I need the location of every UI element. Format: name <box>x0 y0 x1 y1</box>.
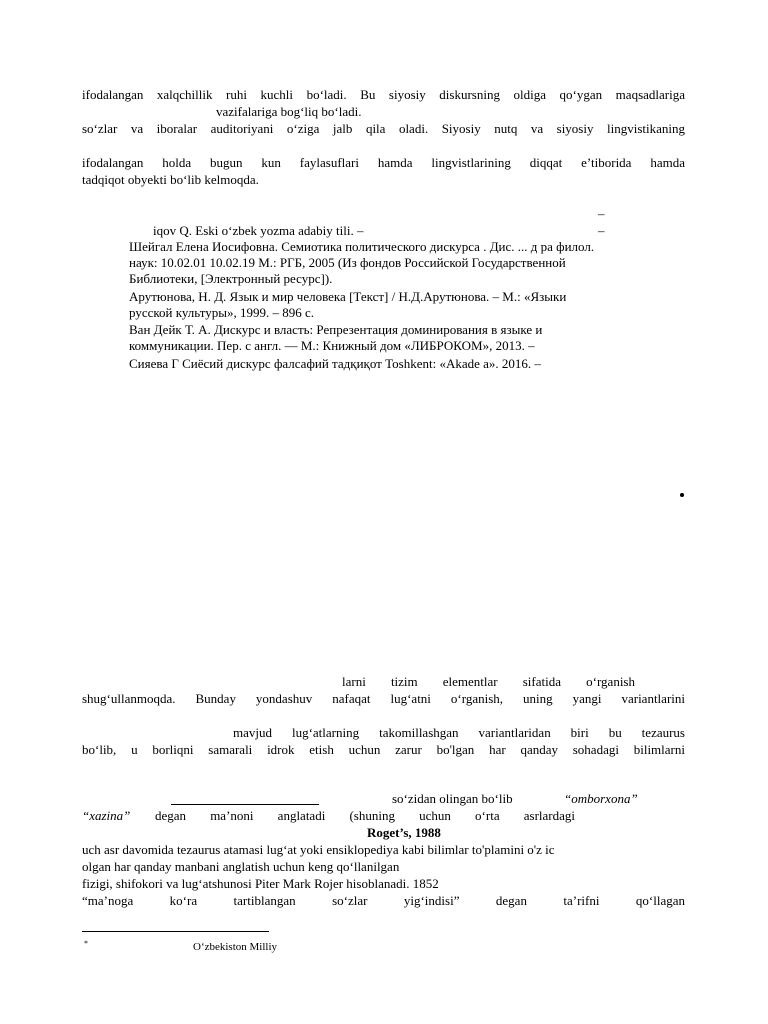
body-line: degan ma’noni anglatadi (shuning uchun o‘rta asrlardagi <box>155 808 575 823</box>
reference-4-line: Ван Дейк Т. А. Дискурс и власть: Репрезентация доминирования в языке и <box>129 322 543 337</box>
body-line: larni tizim elementlar sifatida o‘rganish <box>342 674 635 689</box>
reference-4-line: коммуникации. Пер. с англ. — М.: Книжный дом «ЛИБРОКОМ», 2013. – <box>129 338 535 353</box>
body-line: uch asr davomida tezaurus atamasi lug‘at yoki ensiklopediya kabi bilimlar to'plamini o'z ic <box>82 842 555 857</box>
reference-dash: – <box>598 206 605 221</box>
term-omborxona: “omborxona” <box>564 791 638 806</box>
body-line: fizigi, shifokori va lug‘atshunosi Piter Mark Rojer hisoblanadi. 1852 <box>82 876 439 891</box>
reference-2-line: Библиотеки, [Электронный ресурс]). <box>129 271 333 286</box>
body-line: mavjud lug‘atlarning takomillashgan variantlaridan biri bu tezaurus <box>233 725 685 740</box>
footnote-rule <box>82 931 269 932</box>
body-line: “ma’noga ko‘ra tartiblangan so‘zlar yig‘indisi” degan ta’rifni qo‘llagan <box>82 893 685 908</box>
footnote-marker: * <box>84 939 88 948</box>
body-line: olgan har qanday manbani anglatish uchun keng qo‘llanilgan <box>82 859 400 874</box>
body-line: bo‘lib, u borliqni samarali idrok etish uchun zarur bo'lgan har qanday sohadagi bilimlarni <box>82 742 685 757</box>
body-line: shug‘ullanmoqda. Bunday yondashuv nafaqat lug‘atni o‘rganish, uning yangi variantlarini <box>82 691 685 706</box>
citation-rogets: Roget’s, 1988 <box>367 825 441 840</box>
body-line: tadqiqot obyekti bo‘lib kelmoqda. <box>82 172 259 187</box>
reference-3-line: Арутюнова, Н. Д. Язык и мир человека [Текст] / Н.Д.Арутюнова. – М.: «Языки <box>129 289 567 304</box>
underline-rule <box>171 804 319 805</box>
reference-2-line: наук: 10.02.01 10.02.19 М.: РГБ, 2005 (Из фондов Российской Государственной <box>129 255 566 270</box>
reference-2-line: Шейгал Елена Иосифовна. Семиотика политического дискурса . Дис. ... д ра филол. <box>129 239 595 254</box>
reference-1: iqov Q. Eski o‘zbek yozma adabiy tili. – <box>153 223 364 238</box>
bullet-mark <box>680 493 684 497</box>
term-xazina: “xazina” <box>82 808 131 823</box>
body-line: ifodalangan xalqchillik ruhi kuchli bo‘ladi. Bu siyosiy diskursning oldiga qo‘ygan maqsadlariga <box>82 87 685 102</box>
footnote-text: O‘zbekiston Milliy <box>193 941 278 953</box>
body-line: so‘zlar va iboralar auditoriyani o‘ziga jalb qila oladi. Siyosiy nutq va siyosiy lingvistikaning <box>82 121 685 136</box>
reference-5: Сияева Г Сиёсий дискурс фалсафий тадқиқот Toshkent: «Akade a». 2016. – <box>129 356 541 371</box>
reference-3-line: русской культуры», 1999. – 896 с. <box>129 305 314 320</box>
body-line: vazifalariga bog‘liq bo‘ladi. <box>216 104 362 119</box>
body-line: ifodalangan holda bugun kun faylasuflari hamda lingvistlarining diqqat e’tiborida hamda <box>82 155 685 170</box>
reference-1-dash: – <box>598 223 605 238</box>
body-line: so‘zidan olingan bo‘lib <box>392 791 513 806</box>
